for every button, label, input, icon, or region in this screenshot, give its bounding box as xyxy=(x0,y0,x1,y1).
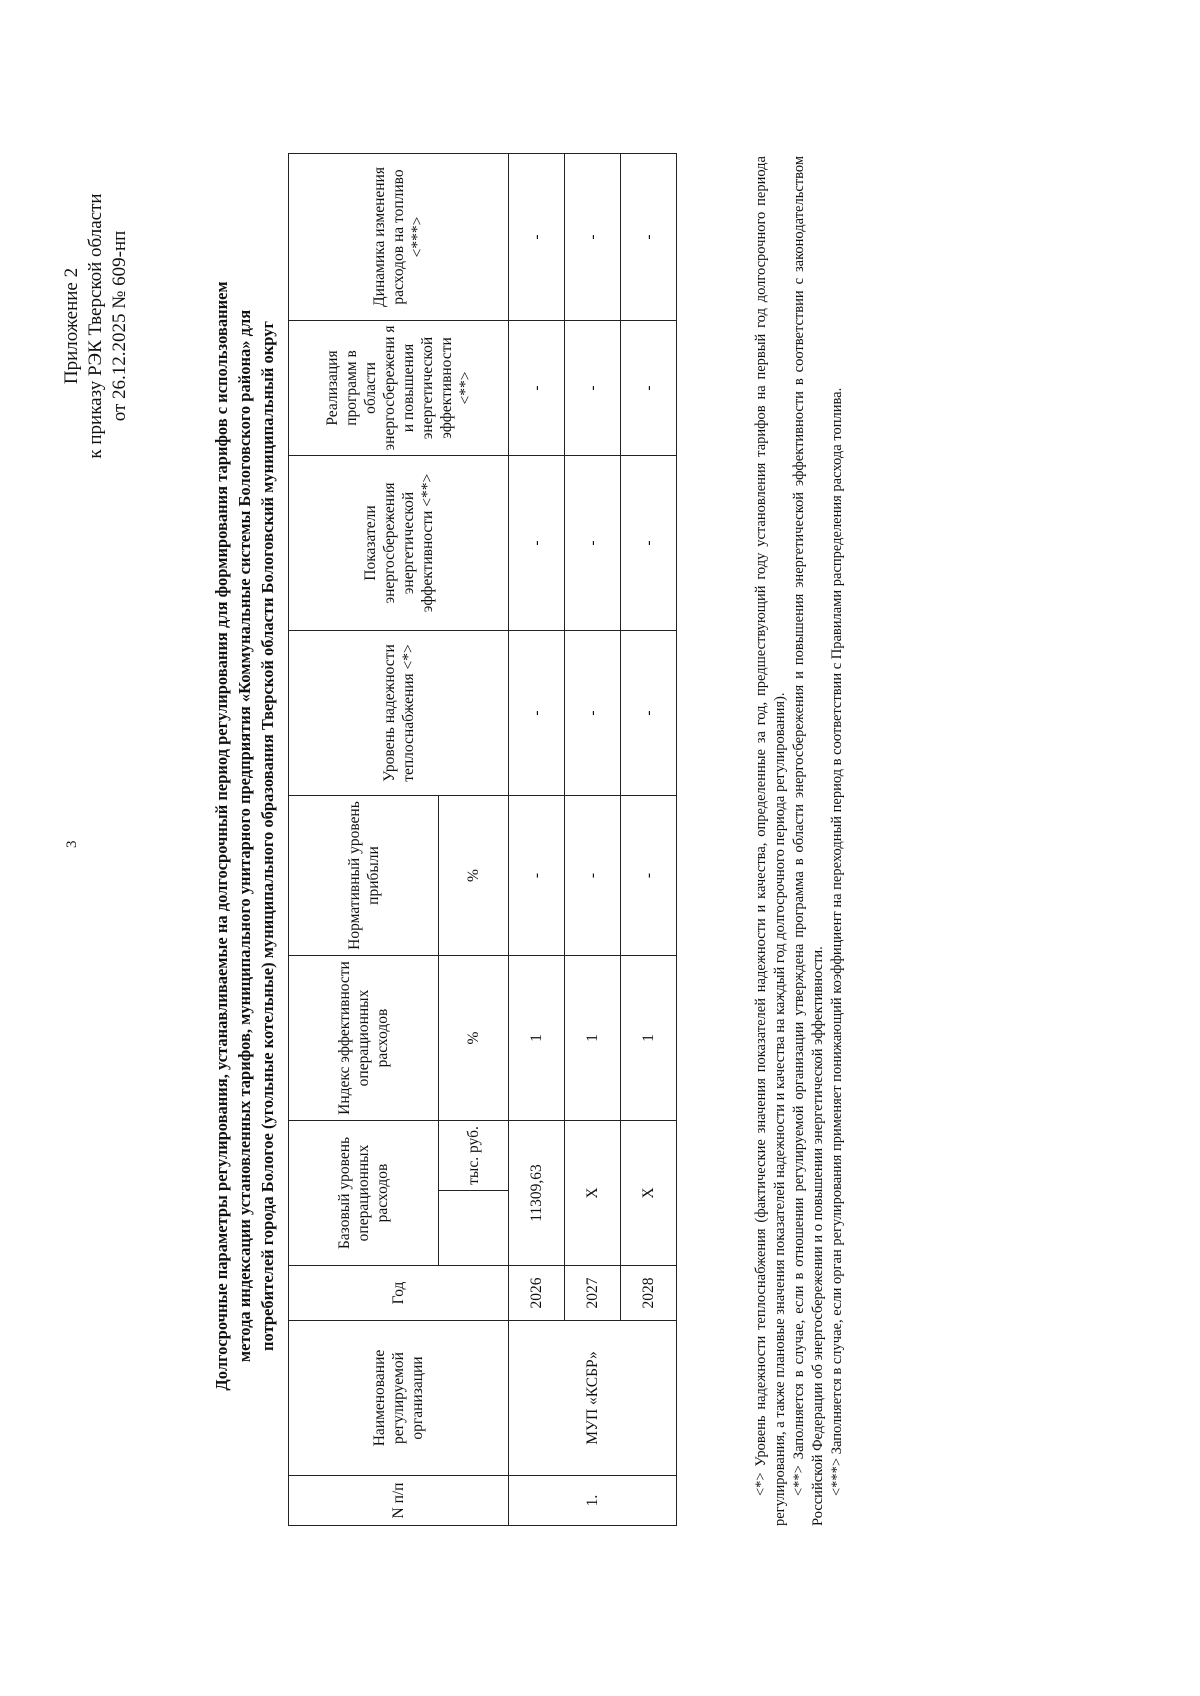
cell-reliability: - xyxy=(565,631,621,796)
parameters-table xyxy=(288,153,677,1526)
cell-year: 2026 xyxy=(509,1266,565,1321)
header-row xyxy=(289,154,439,1526)
cell-reliability: - xyxy=(509,631,565,796)
footnote-reliability: <*> Уровень надежности теплоснабжения (фактические значения показателей надежности и качества, определенные за год, предшествующий году установления тарифов на первый год долгосрочного периода регулирования, а также плановые значения показателей надежности и качества на каждый год долгосрочного периода регулирования). xyxy=(753,156,788,1526)
cell-base: Х xyxy=(621,1121,677,1266)
cell-reliability: - xyxy=(621,631,677,796)
cell-index: 1 xyxy=(509,956,565,1121)
footnote-fuel: <***> Заполняется в случае, если орган регулирования применяет понижающий коэффициент на переходный период в соответствии с Правилами распределения расхода топлива. xyxy=(829,387,845,1496)
cell-programs: - xyxy=(565,321,621,456)
cell-fuel: - xyxy=(509,154,565,321)
title-line: потребителей города Бологое (угольные котельные) муниципального образования Тверской области Бологовский муниципальный округ xyxy=(258,321,277,1351)
approval-line: от 26.12.2025 № 609-нп xyxy=(109,230,130,422)
cell-base: 11309,63 xyxy=(509,1121,565,1266)
cell-energy: - xyxy=(621,456,677,631)
cell-profit: - xyxy=(509,796,565,956)
approval-block xyxy=(60,166,132,486)
cell-year: 2027 xyxy=(565,1266,621,1321)
approval-line: Приложение 2 xyxy=(61,267,82,385)
org-name: МУП «КСБР» xyxy=(509,1321,677,1476)
cell-index: 1 xyxy=(621,956,677,1121)
title-line: Долгосрочные параметры регулирования, устанавливаемые на долгосрочный период регулирования для формирования тарифов с использованием xyxy=(212,281,231,1391)
table-row xyxy=(621,154,677,1526)
cell-fuel: - xyxy=(565,154,621,321)
cell-profit: - xyxy=(565,796,621,956)
table-row xyxy=(509,154,565,1526)
units-base: тыс. руб. xyxy=(439,1121,509,1191)
header-org: Наименование регулируемой организации xyxy=(289,1321,509,1476)
cell-programs: - xyxy=(509,321,565,456)
units-profit: % xyxy=(439,796,509,956)
header-num: N п/п xyxy=(289,1476,509,1526)
cell-energy: - xyxy=(509,456,565,631)
cell-base: Х xyxy=(565,1121,621,1266)
footnotes xyxy=(752,156,847,1526)
cell-profit: - xyxy=(621,796,677,956)
table-row xyxy=(565,154,621,1526)
header-energy: Показатели энергосбережения энергетической эффективности <**> xyxy=(289,456,509,631)
header-profit: Нормативный уровень прибыли xyxy=(289,796,439,956)
page-number: 3 xyxy=(64,840,80,848)
units-index: % xyxy=(439,956,509,1121)
title-line: метода индексации установленных тарифов, муниципального унитарного предприятия «Коммунальные системы Бологовского района» для xyxy=(235,309,254,1363)
header-fuel: Динамика изменения расходов на топливо <***> xyxy=(289,154,509,321)
units-spacer xyxy=(439,1191,509,1266)
header-year: Год xyxy=(289,1266,509,1321)
document-title xyxy=(210,121,279,1551)
footnote-energy: <**> Заполняется в случае, если в отношении регулируемой организации утверждена программа в области энергосбережения и повышения энергетической эффективности в соответствии с законодательством Российской Федерации об энергосбережении и о повышении энергетической эффективности. xyxy=(791,156,826,1526)
approval-line: к приказу РЭК Тверской области xyxy=(85,193,106,459)
cell-year: 2028 xyxy=(621,1266,677,1321)
cell-index: 1 xyxy=(565,956,621,1121)
cell-programs: - xyxy=(621,321,677,456)
header-index: Индекс эффективности операционных расходов xyxy=(289,956,439,1121)
header-base: Базовый уровень операционных расходов xyxy=(289,1121,439,1266)
cell-fuel: - xyxy=(621,154,677,321)
header-programs: Реализация программ в области энергосбережени я и повышения энергетической эффективности <**> xyxy=(289,321,509,456)
cell-energy: - xyxy=(565,456,621,631)
org-number: 1. xyxy=(509,1476,677,1526)
header-reliability: Уровень надежности теплоснабжения <*> xyxy=(289,631,509,796)
